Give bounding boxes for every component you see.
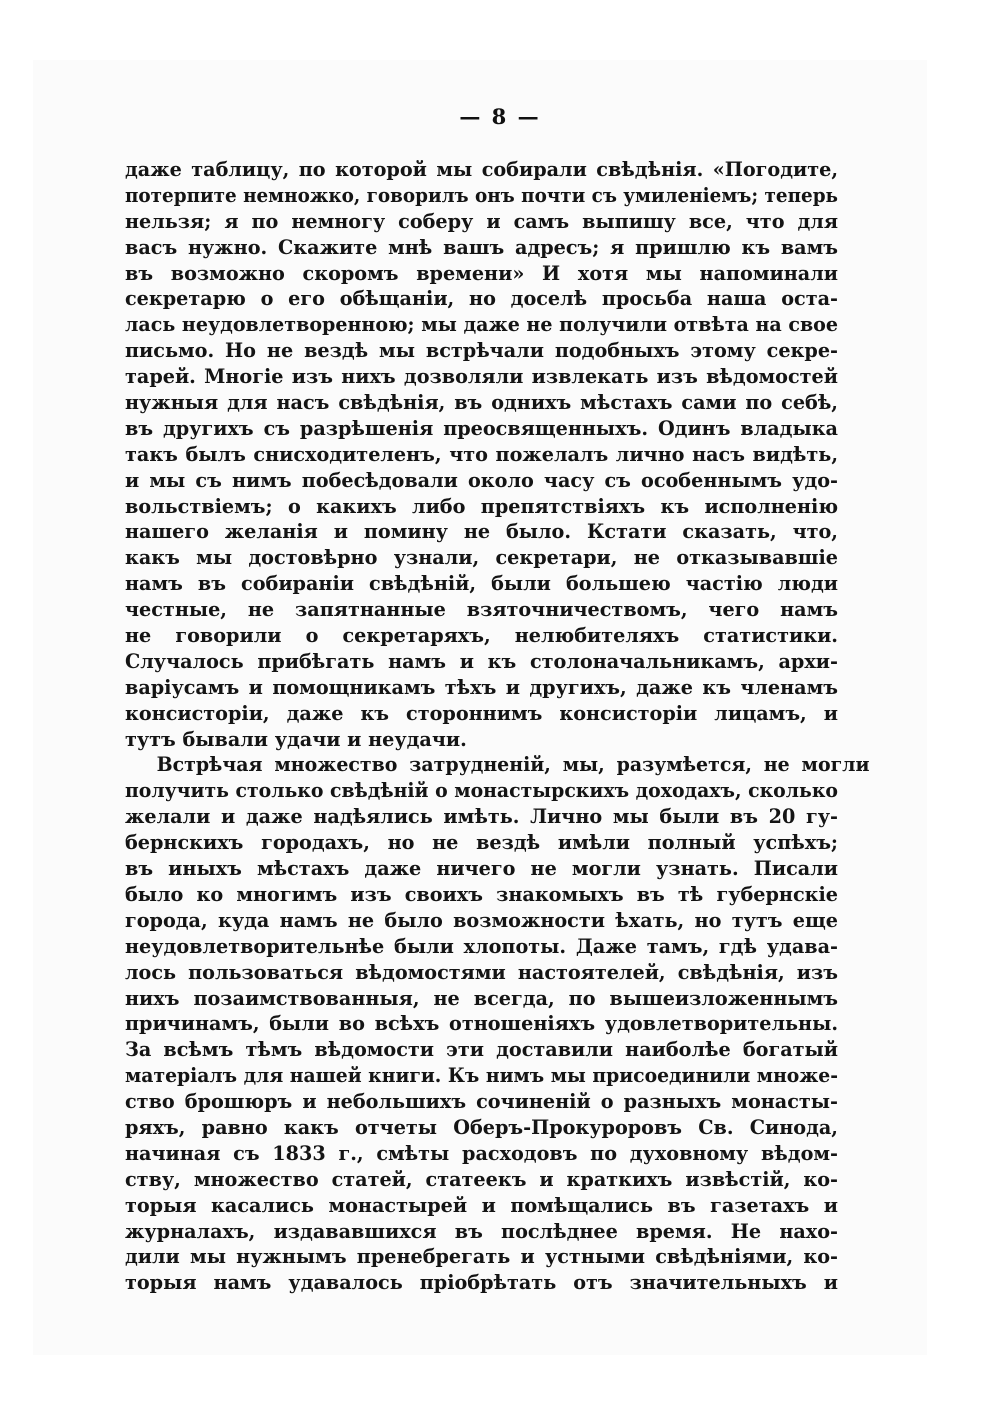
text-line: бернскихъ городахъ, но не вездѣ имѣли полный успѣхъ; [125,831,838,855]
text-line: какъ мы достовѣрно узнали, секретари, не отказывавшіе [125,546,838,570]
text-line: За всѣмъ тѣмъ вѣдомости эти доставили наиболѣе богатый [125,1038,838,1062]
text-line: нужныя для насъ свѣдѣнія, въ однихъ мѣстахъ сами по себѣ, [125,391,838,415]
text-line: ство брошюръ и небольшихъ сочиненій о разныхъ монасты- [125,1090,838,1114]
text-line: нихъ позаимствованныя, не всегда, по вышеизложеннымъ [125,986,838,1010]
text-line: не говорили о секретаряхъ, нелюбителяхъ статистики. [125,624,838,648]
text-line: консисторіи, даже къ стороннимъ консисторіи лицамъ, и [125,701,838,725]
text-line: торыя намъ удавалось пріобрѣтать отъ значительныхъ и [125,1271,838,1295]
text-line: получить столько свѣдѣній о монастырскихъ доходахъ, сколько [125,779,838,803]
text-line: нельзя; я по немногу соберу и самъ выпишу все, что для [125,209,838,233]
text-line: нашего желанія и помину не было. Кстати сказать, что, [125,520,838,544]
text-line: честные, не запятнанные взяточничествомъ, чего намъ [125,598,838,622]
paragraph-1 [125,157,838,752]
text-line: лась неудовлетворенною; мы даже не получили отвѣта на свое [125,313,838,337]
text-line: дили мы нужнымъ пренебрегать и устными свѣдѣніями, ко- [125,1245,838,1269]
text-line: Случалось прибѣгать намъ и къ столоначальникамъ, архи- [125,649,838,673]
page-number: — 8 — [459,104,541,129]
text-line: журналахъ, издававшихся въ послѣднее время. Не нахо- [125,1219,838,1243]
text-line: васъ нужно. Скажите мнѣ вашъ адресъ; я пришлю къ вамъ [125,235,838,259]
text-line: желали и даже надѣялись имѣть. Лично мы были въ 20 гу- [125,805,838,829]
text-line: вольствіемъ; о какихъ либо препятствіяхъ къ исполненію [125,494,838,518]
text-line: письмо. Но не вездѣ мы встрѣчали подобныхъ этому секре- [125,339,838,363]
text-line: неудовлетворительнѣе были хлопоты. Даже тамъ, гдѣ удава- [125,934,838,958]
paragraph-2 [125,752,870,1296]
text-line: матеріалъ для нашей книги. Къ нимъ мы присоединили множе- [125,1064,838,1088]
text-line: лось пользоваться вѣдомостями настоятелей, свѣдѣнія, изъ [125,960,838,984]
text-line: Встрѣчая множество затрудненій, мы, разумѣется, не могли [156,753,870,777]
text-line: въ иныхъ мѣстахъ даже ничего не могли узнать. Писали [125,857,838,881]
text-line: намъ въ собираніи свѣдѣній, были большею частію люди [125,572,838,596]
text-line: тутъ бывали удачи и неудачи. [125,727,467,751]
text-line: и мы съ нимъ побесѣдовали около часу съ особеннымъ удо- [125,468,838,492]
text-line: торыя касались монастырей и помѣщались въ газетахъ и [125,1193,838,1217]
text-line: въ другихъ съ разрѣшенія преосвященныхъ. Одинъ владыка [125,416,838,440]
text-line: начиная съ 1833 г., смѣты расходовъ по духовному вѣдом- [125,1141,838,1165]
text-line: даже таблицу, по которой мы собирали свѣдѣнія. «Погодите, [125,158,838,181]
text-line: ству, множество статей, статеекъ и краткихъ извѣстій, ко- [125,1167,838,1191]
text-line: ряхъ, равно какъ отчеты Оберъ-Прокуроровъ Св. Синода, [125,1115,838,1139]
text-line: секретарю о его обѣщаніи, но доселѣ просьба наша оста- [125,287,838,311]
text-line: такъ былъ снисходителенъ, что пожелалъ лично насъ видѣть, [125,442,838,466]
text-line: потерпите немножко, говорилъ онъ почти съ умиленіемъ; теперь [125,183,838,207]
text-line: тарей. Многіе изъ нихъ дозволяли извлекать изъ вѣдомостей [125,365,838,389]
body-text [125,157,870,1296]
text-line: города, куда намъ не было возможности ѣхать, но тутъ еще [125,908,838,932]
text-line: было ко многимъ изъ своихъ знакомыхъ въ тѣ губернскіе [125,882,838,906]
text-line: варіусамъ и помощникамъ тѣхъ и другихъ, даже къ членамъ [125,675,838,699]
text-line: въ возможно скоромъ времени» И хотя мы напоминали [125,261,838,285]
text-line: причинамъ, были во всѣхъ отношеніяхъ удовлетворительны. [125,1012,838,1036]
